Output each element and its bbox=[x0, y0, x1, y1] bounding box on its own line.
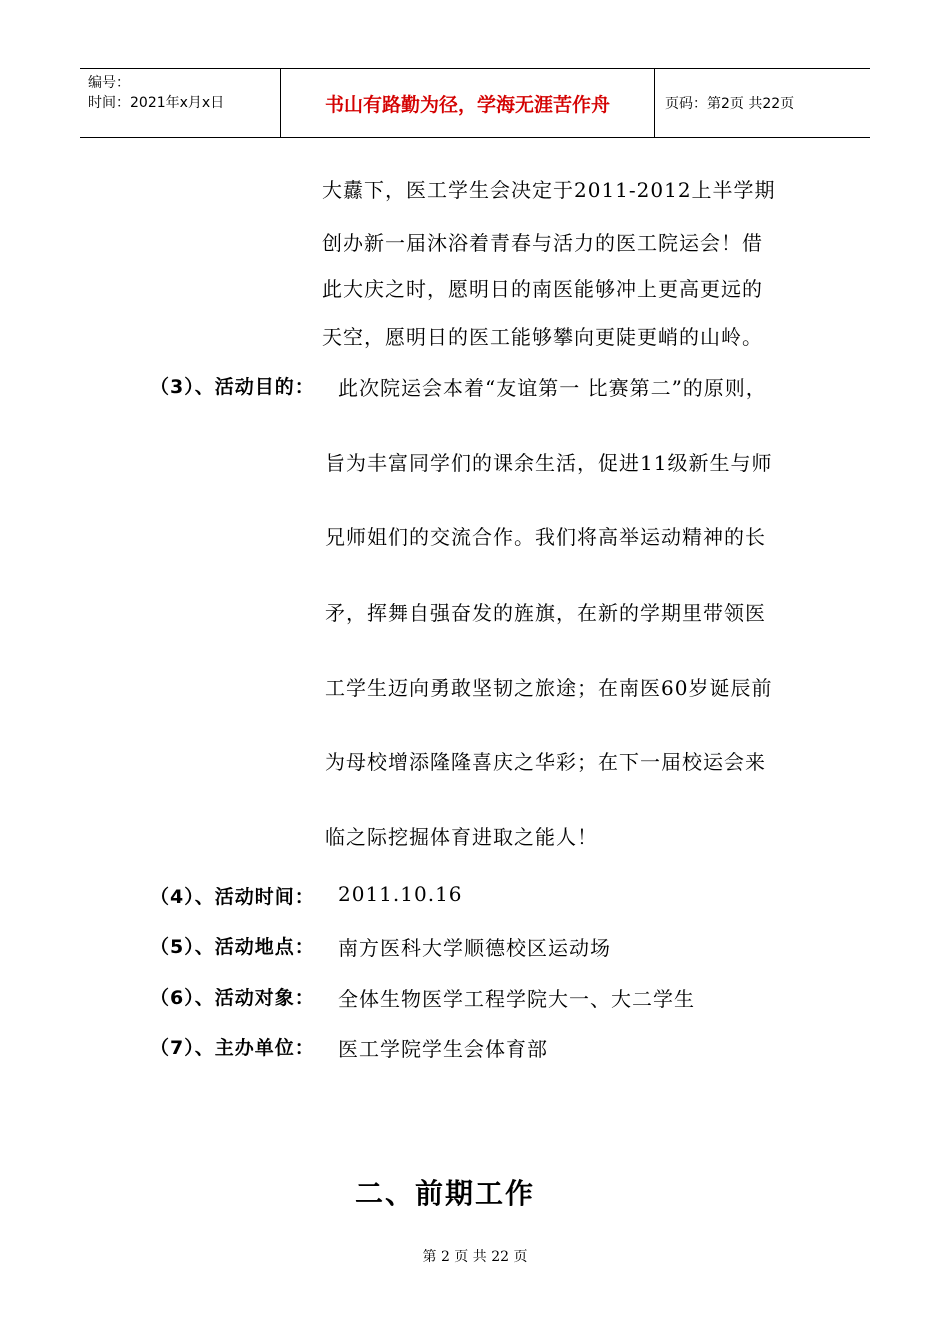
purpose-label: （3）、活动目的： bbox=[150, 376, 315, 398]
time-item-label: （4）、活动时间： bbox=[150, 886, 315, 908]
header-motto: 书山有路勤为径，学海无涯苦作舟 bbox=[281, 69, 655, 137]
time-label: 时间：2021年x月x日 bbox=[88, 95, 225, 111]
purpose-line: 临之际挖掘体育进取之能人！ bbox=[325, 825, 598, 849]
intro-line: 大纛下，医工学生会决定于2011-2012上半学期 bbox=[322, 178, 776, 202]
page-footer: 第 2 页 共 22 页 bbox=[422, 1249, 528, 1265]
purpose-line: 旨为丰富同学们的课余生活，促进11级新生与师 bbox=[325, 451, 773, 475]
audience-item-label: （6）、活动对象： bbox=[150, 987, 315, 1009]
page-header bbox=[80, 68, 870, 138]
header-page-info: 页码：第2页 共22页 bbox=[665, 96, 795, 112]
audience-item-value: 全体生物医学工程学院大一、大二学生 bbox=[338, 987, 695, 1011]
place-item-value: 南方医科大学顺德校区运动场 bbox=[338, 936, 611, 960]
purpose-line: 为母校增添隆隆喜庆之华彩；在下一届校运会来 bbox=[325, 750, 766, 774]
section-heading: 二、前期工作 bbox=[354, 1177, 535, 1210]
organizer-item-value: 医工学院学生会体育部 bbox=[338, 1037, 548, 1061]
purpose-line: 兄师姐们的交流合作。我们将高举运动精神的长 bbox=[325, 525, 766, 549]
intro-line: 天空，愿明日的医工能够攀向更陡更峭的山岭。 bbox=[322, 325, 763, 349]
organizer-item-label: （7）、主办单位： bbox=[150, 1037, 315, 1059]
purpose-first-line: 此次院运会本着“友谊第一 比赛第二”的原则， bbox=[338, 376, 767, 400]
intro-line: 创办新一届沐浴着青春与活力的医工院运会！借 bbox=[322, 231, 763, 255]
intro-line: 此大庆之时，愿明日的南医能够冲上更高更远的 bbox=[322, 277, 763, 301]
purpose-line: 矛，挥舞自强奋发的旌旗，在新的学期里带领医 bbox=[325, 601, 766, 625]
place-item-label: （5）、活动地点： bbox=[150, 936, 315, 958]
number-label: 编号： bbox=[88, 75, 130, 91]
time-item-value: 2011.10.16 bbox=[338, 882, 463, 906]
header-meta bbox=[80, 69, 281, 137]
purpose-line: 工学生迈向勇敢坚韧之旅途；在南医60岁诞辰前 bbox=[325, 676, 773, 700]
